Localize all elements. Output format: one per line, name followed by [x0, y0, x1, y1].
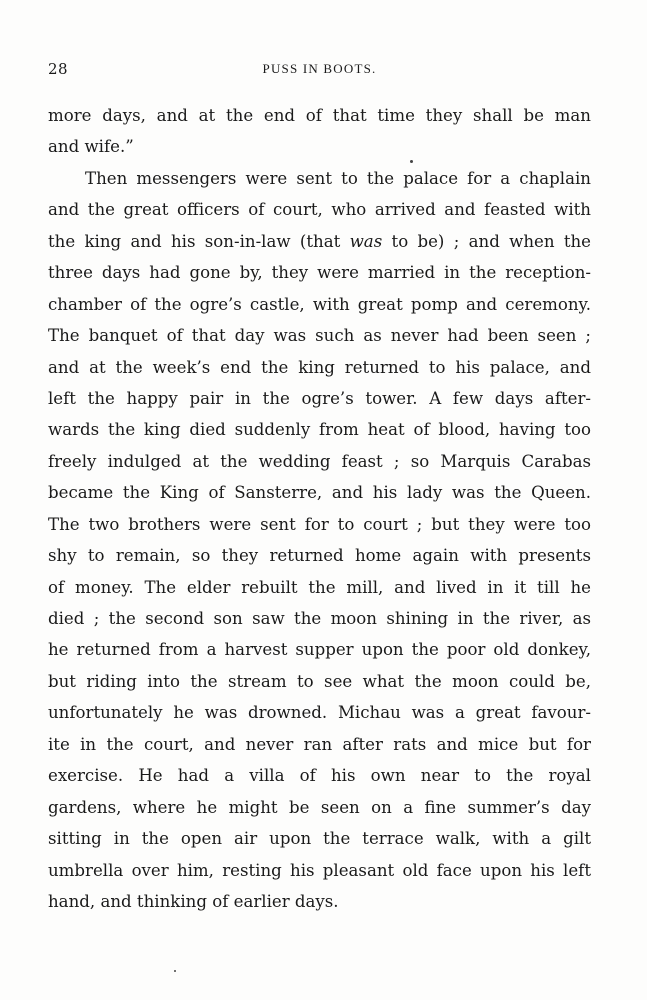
text-line: Then messengers were sent to the palace for a chaplain: [85, 168, 591, 188]
text-line: exercise. He had a villa of his own near to the royal: [48, 766, 591, 786]
body-text: [48, 100, 591, 917]
print-speck: [410, 160, 413, 163]
text-line: left the happy pair in the ogre’s tower. A few days after-: [48, 388, 591, 408]
text-line: and the great officers of court, who arrived and feasted with: [48, 200, 591, 220]
text-line: shy to remain, so they returned home again with presents: [48, 546, 591, 566]
italic-word: was: [349, 231, 383, 251]
print-speck: [174, 970, 176, 972]
text-line: more days, and at the end of that time they shall be man: [48, 106, 591, 125]
text-line: hand, and thinking of earlier days.: [48, 891, 339, 911]
text-line: sitting in the open air upon the terrace walk, with a gilt: [48, 829, 591, 849]
text-line: umbrella over him, resting his pleasant old face upon his left: [48, 860, 591, 880]
text-line: chamber of the ogre’s castle, with great pomp and ceremony.: [48, 294, 591, 314]
text-line: wards the king died suddenly from heat of blood, having too: [48, 420, 591, 440]
text-line: The banquet of that day was such as never had been seen ;: [48, 326, 591, 346]
text-line: of money. The elder rebuilt the mill, and lived in it till he: [48, 577, 591, 597]
text-line: became the King of Sansterre, and his lady was the Queen.: [48, 483, 591, 503]
text-line: three days had gone by, they were married in the reception-: [48, 263, 591, 283]
text-line: he returned from a harvest supper upon the poor old donkey,: [48, 640, 591, 660]
running-title: PUSS IN BOOTS.: [262, 61, 377, 76]
text-line: died ; the second son saw the moon shining in the river, as: [48, 609, 591, 628]
page-number: 28: [48, 60, 69, 78]
text-line-with-italic: the king and his son-in-law (that was to be) ; and when the: [48, 231, 591, 251]
text-line: The two brothers were sent for to court ; but they were too: [48, 514, 591, 534]
page-header: [48, 60, 591, 84]
text-line: and wife.”: [48, 137, 134, 157]
text-line: but riding into the stream to see what the moon could be,: [48, 671, 591, 691]
text-line: unfortunately he was drowned. Michau was a great favour-: [48, 703, 591, 723]
text-line: ite in the court, and never ran after rats and mice but for: [48, 734, 591, 754]
text-line: and at the week’s end the king returned to his palace, and: [48, 357, 591, 377]
text-line: gardens, where he might be seen on a fine summer’s day: [48, 797, 591, 817]
text-line: freely indulged at the wedding feast ; so Marquis Carabas: [48, 451, 591, 471]
